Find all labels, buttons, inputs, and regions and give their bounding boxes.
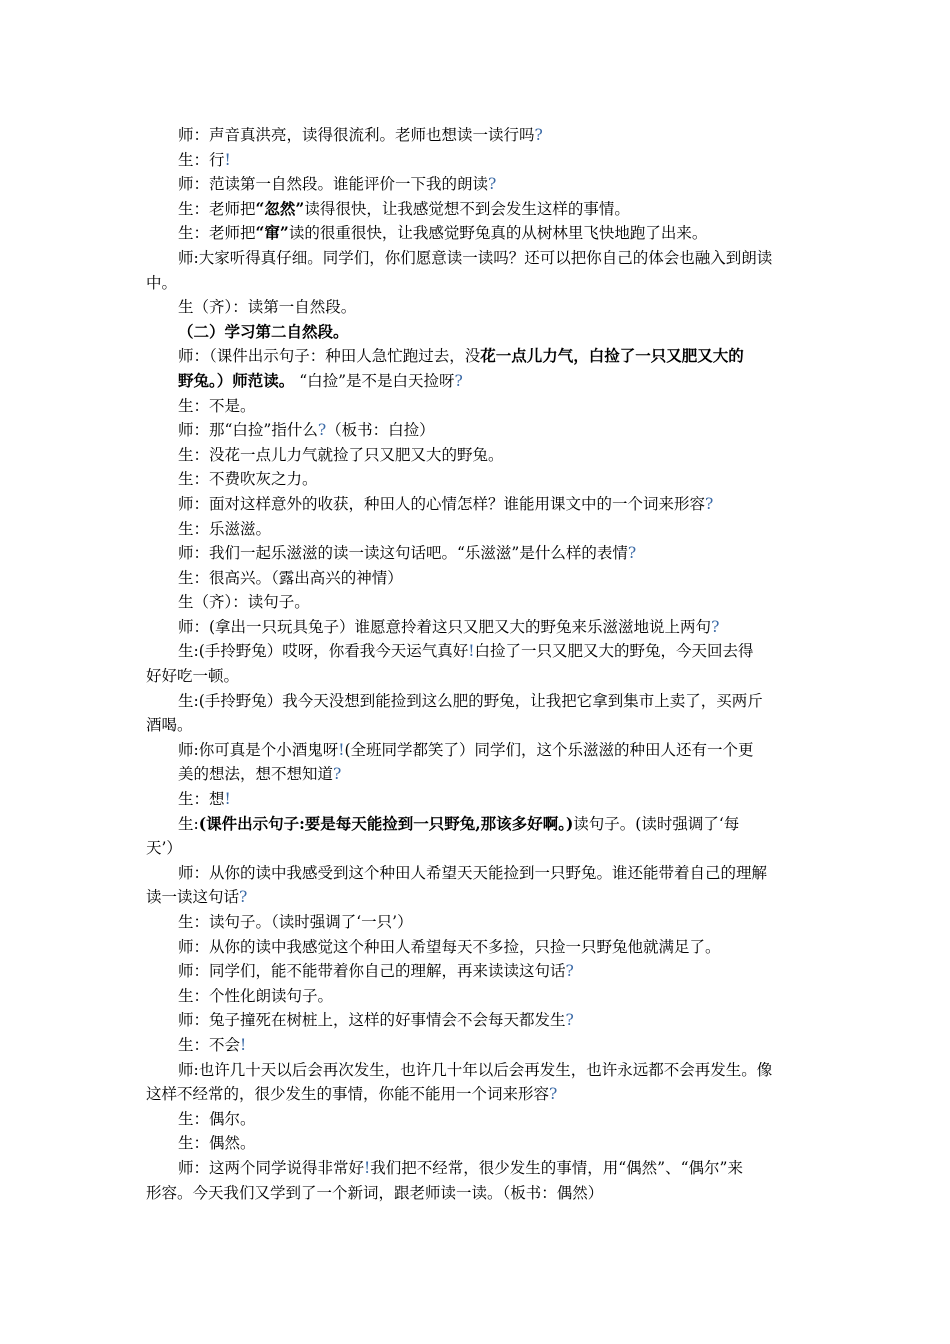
text-segment: 生：想 <box>178 790 225 809</box>
text-segment: 生：偶然。 <box>178 1134 256 1153</box>
text-line <box>146 541 810 566</box>
text-segment: 生（齐）：读句子。 <box>178 593 310 612</box>
text-segment: 生：很高兴。（露出高兴的神情） <box>178 568 403 587</box>
punctuation-mark: ? <box>239 888 248 907</box>
punctuation-mark: ! <box>224 150 231 169</box>
text-line <box>146 394 810 419</box>
punctuation-mark: ? <box>454 371 463 390</box>
text-segment: 师：面对这样意外的收获，种田人的心情怎样？谁能用课文中的一个词来形容 <box>178 494 706 513</box>
text-segment: 天’） <box>146 839 182 858</box>
text-segment: 读得很快，让我感觉想不到会发生这样的事情。 <box>304 199 630 218</box>
text-segment: 生:(手拎野兔）哎呀，你看我今天运气真好 <box>178 642 469 661</box>
text-line <box>146 1008 810 1033</box>
text-segment: 这样不经常的，很少发生的事情，你能不能用一个词来形容 <box>146 1085 550 1104</box>
text-segment: 美的想法，想不想知道 <box>178 765 334 784</box>
text-segment: 师：从你的读中我感觉这个种田人希望每天不多捡，只捡一只野兔他就满足了。 <box>178 937 721 956</box>
text-line <box>146 295 810 320</box>
text-line <box>146 320 810 345</box>
text-line <box>146 1082 810 1107</box>
text-line <box>146 369 810 394</box>
text-line <box>146 492 810 517</box>
text-segment: 师:也许几十天以后会再次发生，也许几十年以后会再发生，也许永远都不会再发生。像 <box>178 1060 773 1079</box>
text-segment: 生：没花一点儿力气就捡了只又肥又大的野兔。 <box>178 445 504 464</box>
text-segment: (全班同学都笑了）同学们，这个乐滋滋的种田人还有一个更 <box>344 740 754 759</box>
punctuation-mark: ! <box>240 1035 247 1054</box>
text-segment: 生：老师把 <box>178 199 256 218</box>
bold-text: “忽然” <box>255 198 305 218</box>
bold-text: “窜” <box>255 223 289 243</box>
text-line <box>146 689 810 714</box>
punctuation-mark: ? <box>565 962 574 981</box>
text-line <box>146 639 810 664</box>
bold-text: 花一点儿力气，白捡了一只又肥又大的 <box>480 346 744 366</box>
text-line <box>146 1156 810 1181</box>
text-line <box>146 812 810 837</box>
punctuation-mark: ? <box>317 421 327 440</box>
text-line <box>146 123 810 148</box>
text-segment: 读一读这句话 <box>146 888 240 907</box>
punctuation-mark: ? <box>565 1011 574 1030</box>
punctuation-mark: ! <box>338 740 345 759</box>
text-segment: 师:大家听得真仔细。同学们，你们愿意读一读吗？还可以把你自己的体会也融入到朗读 <box>178 248 773 267</box>
text-line <box>146 959 810 984</box>
text-line <box>146 1033 810 1058</box>
text-segment: 师：范读第一自然段。谁能评价一下我的朗读 <box>178 175 489 194</box>
text-line <box>146 861 810 886</box>
text-segment: 生：不是。 <box>178 396 256 415</box>
text-segment: 好好吃一顿。 <box>146 667 240 686</box>
text-line <box>146 1131 810 1156</box>
text-line <box>146 443 810 468</box>
punctuation-mark: ? <box>627 544 637 563</box>
text-segment: 生：老师把 <box>178 224 256 243</box>
text-segment: “白捡”是不是白天捡呀 <box>294 371 455 390</box>
text-line <box>146 787 810 812</box>
text-line <box>146 615 810 640</box>
punctuation-mark: ? <box>534 126 543 144</box>
text-line <box>146 910 810 935</box>
text-segment: 生:(手拎野兔）我今天没想到能捡到这么肥的野兔，让我把它拿到集市上卖了，买两斤 <box>178 691 763 710</box>
text-line <box>146 271 810 296</box>
text-line <box>146 590 810 615</box>
text-segment: （板书：白捡） <box>326 421 435 440</box>
text-line <box>146 836 810 861</box>
text-segment: 生：个性化朗读句子。 <box>178 986 334 1005</box>
text-segment: 生：偶尔。 <box>178 1109 256 1128</box>
text-line <box>146 738 810 763</box>
text-line <box>146 467 810 492</box>
text-line <box>146 172 810 197</box>
text-segment: 生：乐滋滋。 <box>178 519 272 538</box>
bold-text: (课件出示句子:要是每天能捡到一只野兔,那该多好啊。) <box>198 813 574 833</box>
text-line <box>146 418 810 443</box>
text-segment: 生: <box>178 814 199 833</box>
text-segment: 师:你可真是个小酒鬼呀 <box>178 740 339 759</box>
text-line <box>146 566 810 591</box>
text-segment: 师：从你的读中我感受到这个种田人希望天天能捡到一只野兔。谁还能带着自己的理解 <box>178 863 768 882</box>
text-line <box>146 221 810 246</box>
text-segment: 生：行 <box>178 150 225 169</box>
text-segment: 形容。今天我们又学到了一个新词，跟老师读一读。（板书：偶然） <box>146 1183 604 1202</box>
text-line <box>146 344 810 369</box>
text-line <box>146 935 810 960</box>
text-line <box>146 885 810 910</box>
bold-text: （二）学习第二自然段。 <box>178 321 349 341</box>
punctuation-mark: ? <box>711 617 720 636</box>
text-line <box>146 984 810 1009</box>
text-segment: 师：那“白捡”指什么 <box>178 421 318 440</box>
text-segment: 师：我们一起乐滋滋的读一读这句话吧。“乐滋滋”是什么样的表情 <box>178 544 628 563</box>
text-line <box>146 246 810 271</box>
text-line <box>146 1181 810 1206</box>
text-segment: 生：不会 <box>178 1035 241 1054</box>
bold-text: 野兔。）师范读。 <box>178 370 295 390</box>
text-segment: 师：这两个同学说得非常好 <box>178 1158 365 1177</box>
text-segment: 生：读句子。（读时强调了‘一只’） <box>178 913 413 931</box>
text-line <box>146 713 810 738</box>
text-segment: 师：（课件出示句子：种田人急忙跑过去，没 <box>178 347 481 366</box>
text-line <box>146 1058 810 1083</box>
text-line <box>146 1107 810 1132</box>
text-segment: 生：不费吹灰之力。 <box>178 470 318 489</box>
text-segment: 师：声音真洪亮，读得很流利。老师也想读一读行吗 <box>178 126 535 144</box>
text-segment: 读的很重很快，让我感觉野兔真的从树林里飞快地跑了出来。 <box>288 224 708 243</box>
text-segment: 师：(拿出一只玩具兔子）谁愿意拎着这只又肥又大的野兔来乐滋滋地说上两句 <box>178 617 712 636</box>
punctuation-mark: ? <box>488 175 497 194</box>
punctuation-mark: ? <box>549 1085 558 1104</box>
text-segment: 师：兔子撞死在树桩上，这样的好事情会不会每天都发生 <box>178 1011 566 1030</box>
punctuation-mark: ! <box>224 790 231 809</box>
text-line <box>146 762 810 787</box>
lesson-transcript <box>146 123 810 1205</box>
text-segment: 读句子。(读时强调了‘每 <box>573 814 740 833</box>
text-segment: 白捡了一只又肥又大的野兔，今天回去得 <box>474 642 754 661</box>
text-segment: 酒喝。 <box>146 716 193 735</box>
text-segment: 生（齐）：读第一自然段。 <box>178 298 357 317</box>
text-segment: 中。 <box>146 273 178 292</box>
text-line <box>146 197 810 222</box>
punctuation-mark: ! <box>468 642 475 661</box>
text-segment: 我们把不经常，很少发生的事情，用“偶然”、“偶尔”来 <box>370 1158 743 1177</box>
punctuation-mark: ? <box>333 765 342 784</box>
text-line <box>146 517 810 542</box>
punctuation-mark: ! <box>364 1158 371 1177</box>
text-segment: 师：同学们，能不能带着你自己的理解，再来读读这句话 <box>178 962 566 981</box>
text-line <box>146 148 810 173</box>
text-line <box>146 664 810 689</box>
punctuation-mark: ? <box>705 494 714 513</box>
